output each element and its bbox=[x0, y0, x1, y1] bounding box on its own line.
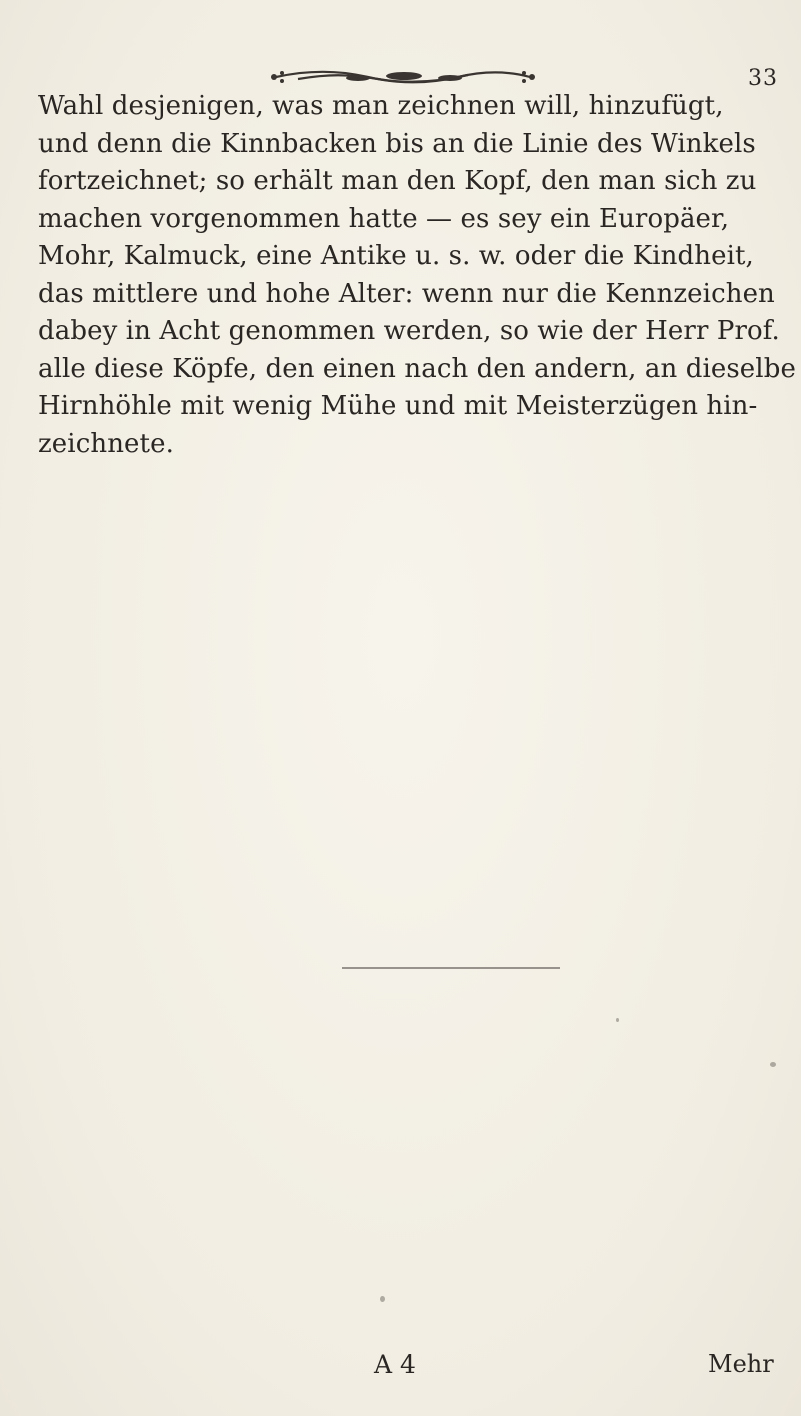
text-line: das mittlere und hohe Alter: wenn nur die Kennzeichen bbox=[38, 278, 775, 309]
signature-mark: A 4 bbox=[374, 1350, 416, 1379]
text-line: machen vorgenommen hatte — es sey ein Europäer, bbox=[38, 203, 730, 234]
text-line: und denn die Kinnbacken bis an die Linie des Winkels bbox=[38, 128, 756, 159]
section-rule bbox=[342, 967, 560, 969]
header-ornament bbox=[268, 66, 540, 88]
ink-speck bbox=[616, 1018, 619, 1022]
text-line: Wahl desjenigen, was man zeichnen will, hinzufügt, bbox=[38, 91, 724, 121]
catchword: Mehr bbox=[708, 1350, 774, 1378]
text-line: dabey in Acht genommen werden, so wie der Herr Prof. bbox=[38, 316, 780, 346]
page-number: 33 bbox=[748, 66, 778, 91]
text-line: Mohr, Kalmuck, eine Antike u. s. w. oder die Kindheit, bbox=[38, 241, 754, 271]
text-line: zeichnete. bbox=[38, 428, 174, 459]
text-line: Hirnhöhle mit wenig Mühe und mit Meisterzügen hin- bbox=[38, 391, 758, 421]
ink-speck bbox=[380, 1296, 385, 1302]
ink-speck bbox=[770, 1062, 776, 1067]
text-line: alle diese Köpfe, den einen nach den andern, an dieselbe bbox=[38, 353, 796, 384]
body-text bbox=[38, 88, 796, 463]
text-line: fortzeichnet; so erhält man den Kopf, den man sich zu bbox=[38, 166, 757, 196]
